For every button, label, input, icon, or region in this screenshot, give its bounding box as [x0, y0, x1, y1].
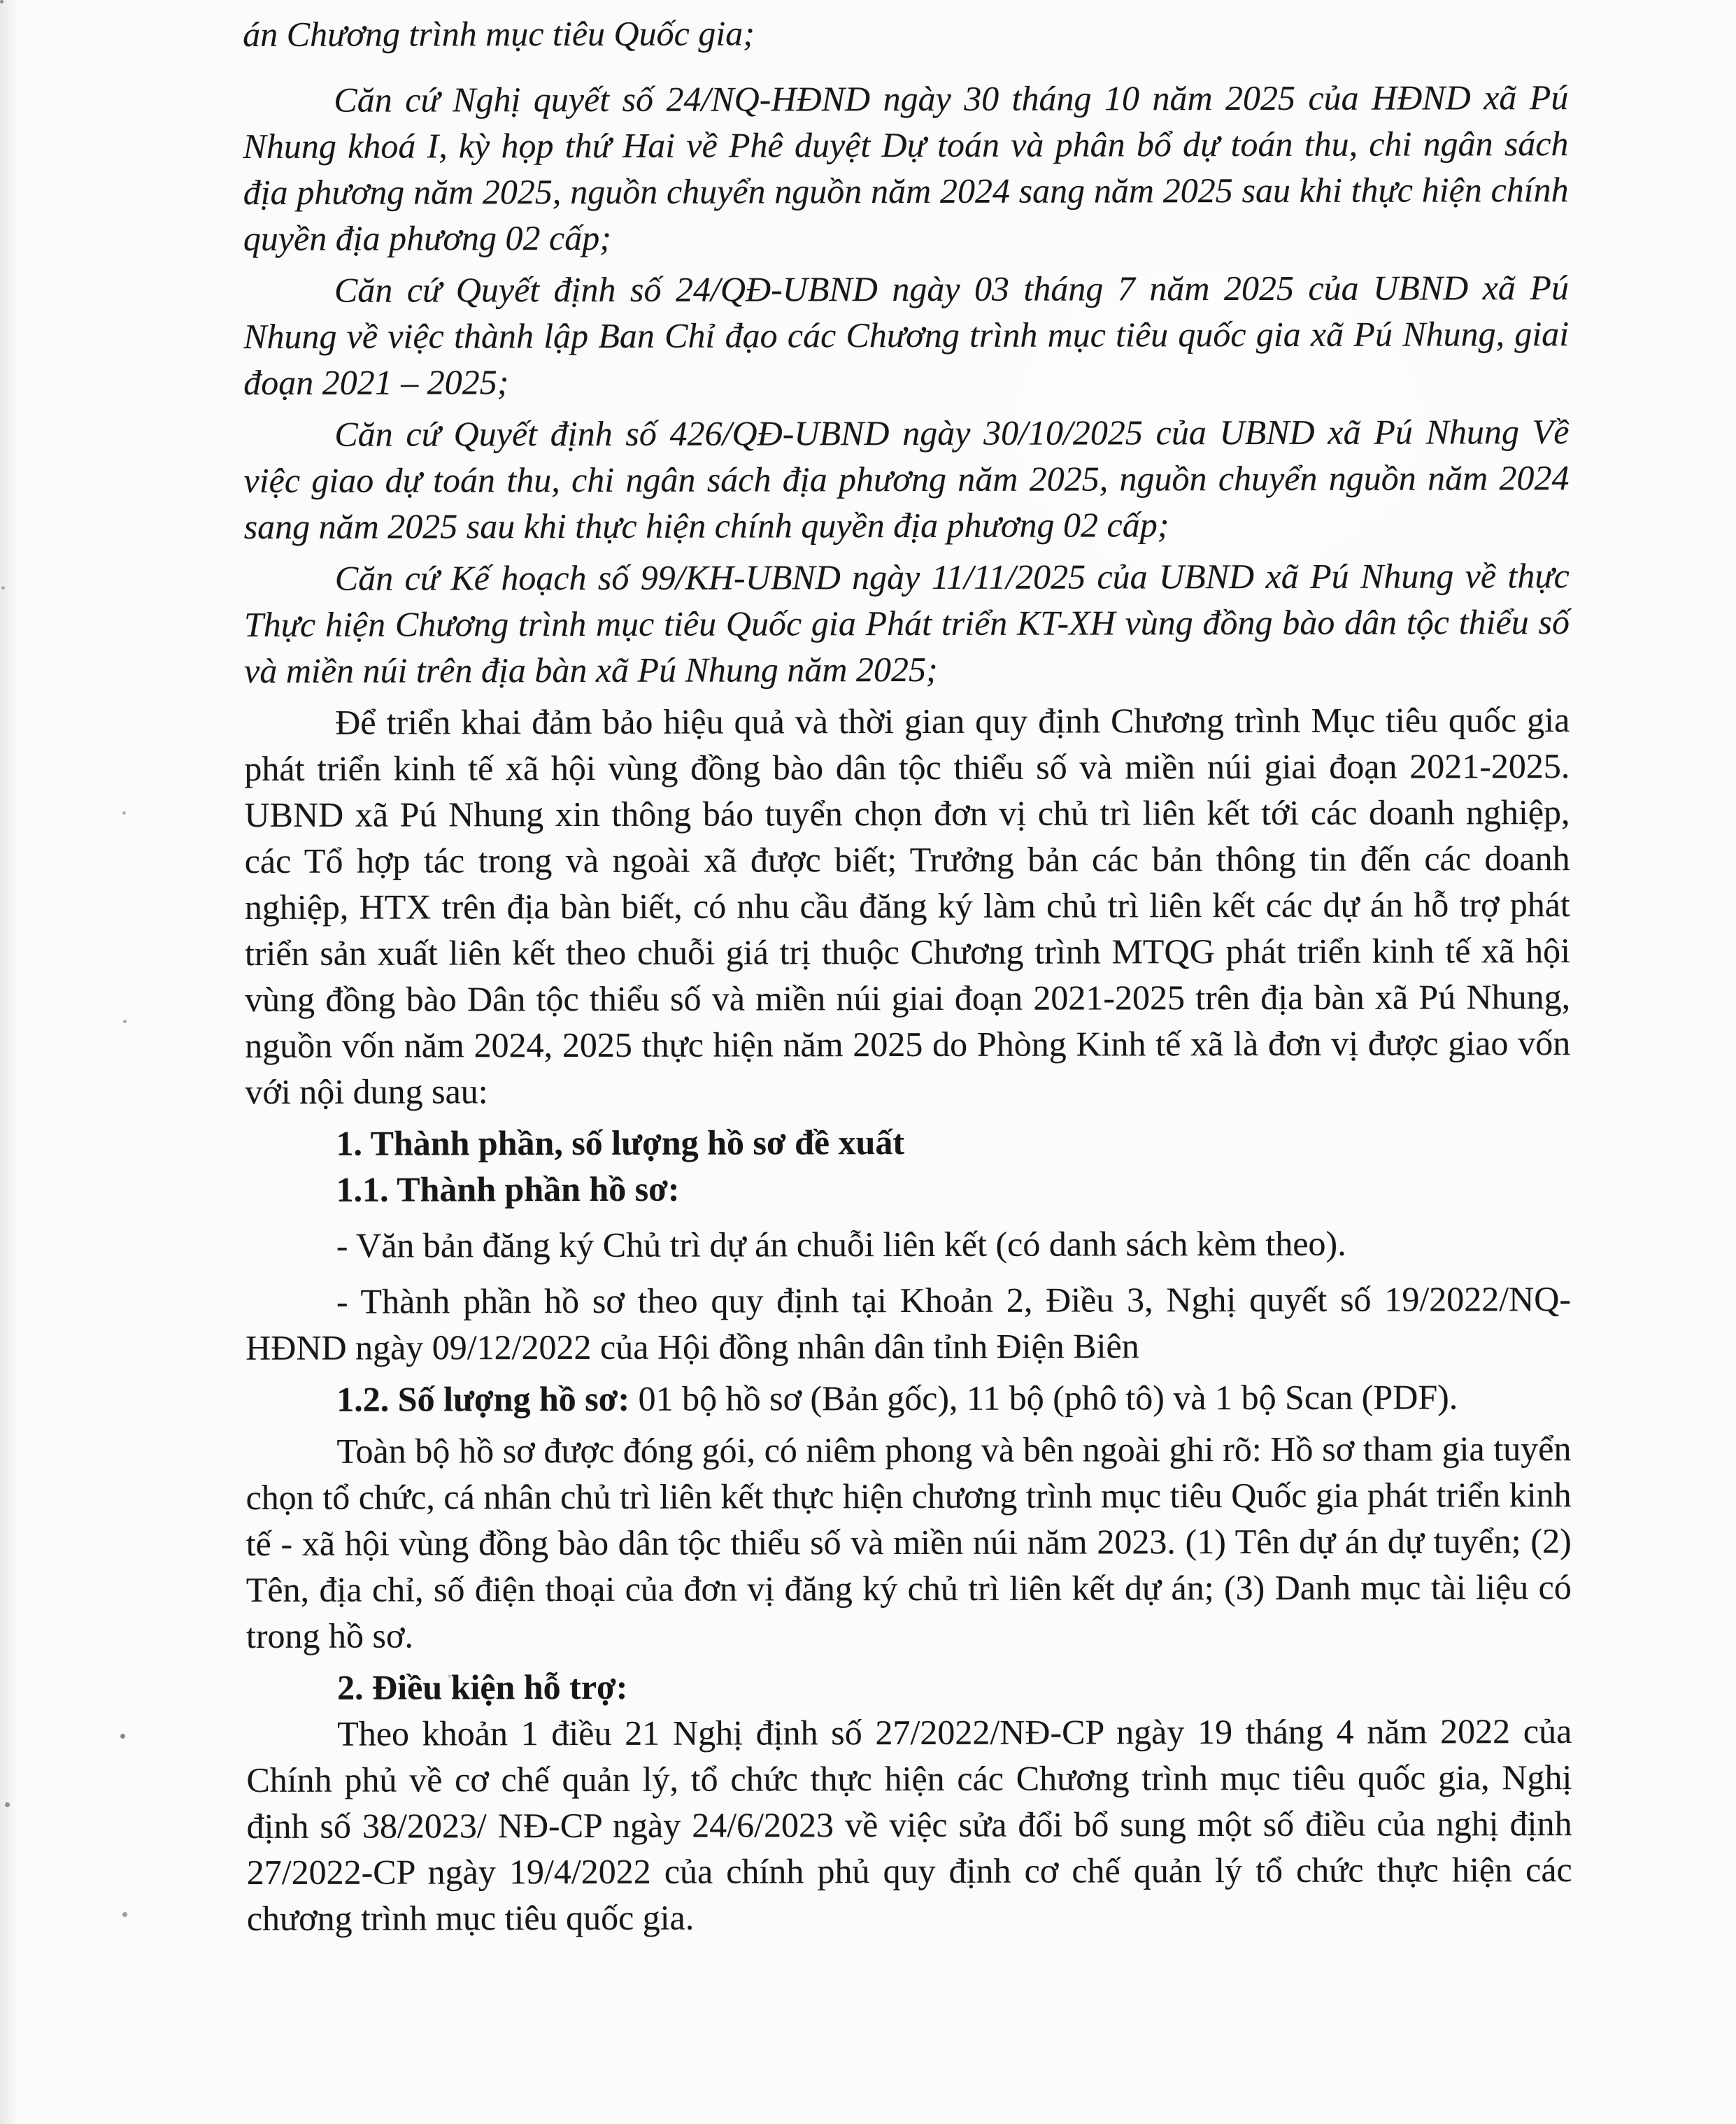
document-body — [243, 8, 1572, 1941]
bullet-thanh-phan-ho-so: - Thành phần hồ sơ theo quy định tại Khoản 2, Điều 3, Nghị quyết số 19/2022/NQ-HĐND ngày 09/12/2022 của Hội đồng nhân dân tỉnh Điện Biên — [246, 1279, 1572, 1367]
section-2-heading: 2. Điều kiện hỗ trợ: — [337, 1667, 628, 1707]
intro-paragraph: Để triển khai đảm bảo hiệu quả và thời gian quy định Chương trình Mục tiêu quốc gia phát triển kinh tế xã hội vùng đồng bào dân tộc thiểu số và miền núi giai đoạn 2021-2025. UBND xã Pú Nhung xin thông báo tuyển chọn đơn vị chủ trì liên kết tới các doanh nghiệp, các Tổ hợp tác trong và ngoài xã được biết; Trưởng bản các bản thông tin đến các doanh nghiệp, HTX trên địa bàn biết, có nhu cầu đăng ký làm chủ trì liên kết các dự án hỗ trợ phát triển sản xuất liên kết theo chuỗi giá trị thuộc Chương trình MTQG phát triển kinh tế xã hội vùng đồng bào Dân tộc thiểu số và miền núi giai đoạn 2021-2025 trên địa bàn xã Pú Nhung, nguồn vốn năm 2024, 2025 thực hiện năm 2025 do Phòng Kinh tế xã là đơn vị được giao vốn với nội dung sau: — [244, 700, 1571, 1111]
legal-basis-quyet-dinh-426: Căn cứ Quyết định số 426/QĐ-UBND ngày 30/10/2025 của UBND xã Pú Nhung Về việc giao dự toán thu, chi ngân sách địa phương năm 2025, nguồn chuyển nguồn năm 2024 sang năm 2025 sau khi thực hiện chính quyền địa phương 02 cấp; — [243, 412, 1570, 546]
legal-basis-nghi-quyet-24: Căn cứ Nghị quyết số 24/NQ-HĐND ngày 30 tháng 10 năm 2025 của HĐND xã Pú Nhung khoá I, kỳ họp thứ Hai về Phê duyệt Dự toán và phân bổ dự toán thu, chi ngân sách địa phương năm 2025, nguồn chuyển nguồn năm 2024 sang năm 2025 sau khi thực hiện chính quyền địa phương 02 cấp; — [243, 78, 1569, 258]
section-1-1-heading: 1.1. Thành phần hồ sơ: — [336, 1169, 680, 1209]
section-2-paragraph: Theo khoản 1 điều 21 Nghị định số 27/2022/NĐ-CP ngày 19 tháng 4 năm 2022 của Chính phủ về cơ chế quản lý, tổ chức thực hiện các Chương trình mục tiêu quốc gia, Nghị định số 38/2023/ NĐ-CP ngày 24/6/2023 về việc sửa đổi bổ sung một số điều của nghị định 27/2022-CP ngày 19/4/2022 của chính phủ quy định cơ chế quản lý tổ chức thực hiện các chương trình mục tiêu quốc gia. — [246, 1711, 1572, 1938]
section-1-heading: 1. Thành phần, số lượng hồ sơ đề xuất — [336, 1122, 905, 1163]
section-1-2-paragraph — [246, 1374, 1571, 1423]
scan-noise-specks — [0, 0, 3, 3]
legal-basis-ke-hoach-99: Căn cứ Kế hoạch số 99/KH-UBND ngày 11/11/2025 của UBND xã Pú Nhung về thực Thực hiện Chương trình mục tiêu Quốc gia Phát triển KT-XH vùng đồng bào dân tộc thiểu số và miền núi trên địa bàn xã Pú Nhung năm 2025; — [243, 556, 1570, 690]
packaging-paragraph: Toàn bộ hồ sơ được đóng gói, có niêm phong và bên ngoài ghi rõ: Hồ sơ tham gia tuyển chọn tổ chức, cá nhân chủ trì liên kết thực hiện chương trình mục tiêu Quốc gia phát triển kinh tế - xã hội vùng đồng bào dân tộc thiểu số và miền núi năm 2023. (1) Tên dự án dự tuyển; (2) Tên, địa chỉ, số điện thoại của đơn vị đăng ký chủ trì liên kết dự án; (3) Danh mục tài liệu có trong hồ sơ. — [246, 1429, 1572, 1655]
legal-basis-quyet-dinh-24: Căn cứ Quyết định số 24/QĐ-UBND ngày 03 tháng 7 năm 2025 của UBND xã Pú Nhung về việc thành lập Ban Chỉ đạo các Chương trình mục tiêu quốc gia xã Pú Nhung, giai đoạn 2021 – 2025; — [243, 268, 1570, 402]
paragraph-fragment-top: án Chương trình mục tiêu Quốc gia; — [243, 13, 755, 54]
section-1-2-label: 1.2. Số lượng hồ sơ: — [336, 1378, 630, 1419]
bullet-van-ban-dang-ky: - Văn bản đăng ký Chủ trì dự án chuỗi liên kết (có danh sách kèm theo). — [336, 1223, 1346, 1265]
section-1-2-text: 01 bộ hồ sơ (Bản gốc), 11 bộ (phô tô) và 1 bộ Scan (PDF). — [638, 1377, 1458, 1418]
